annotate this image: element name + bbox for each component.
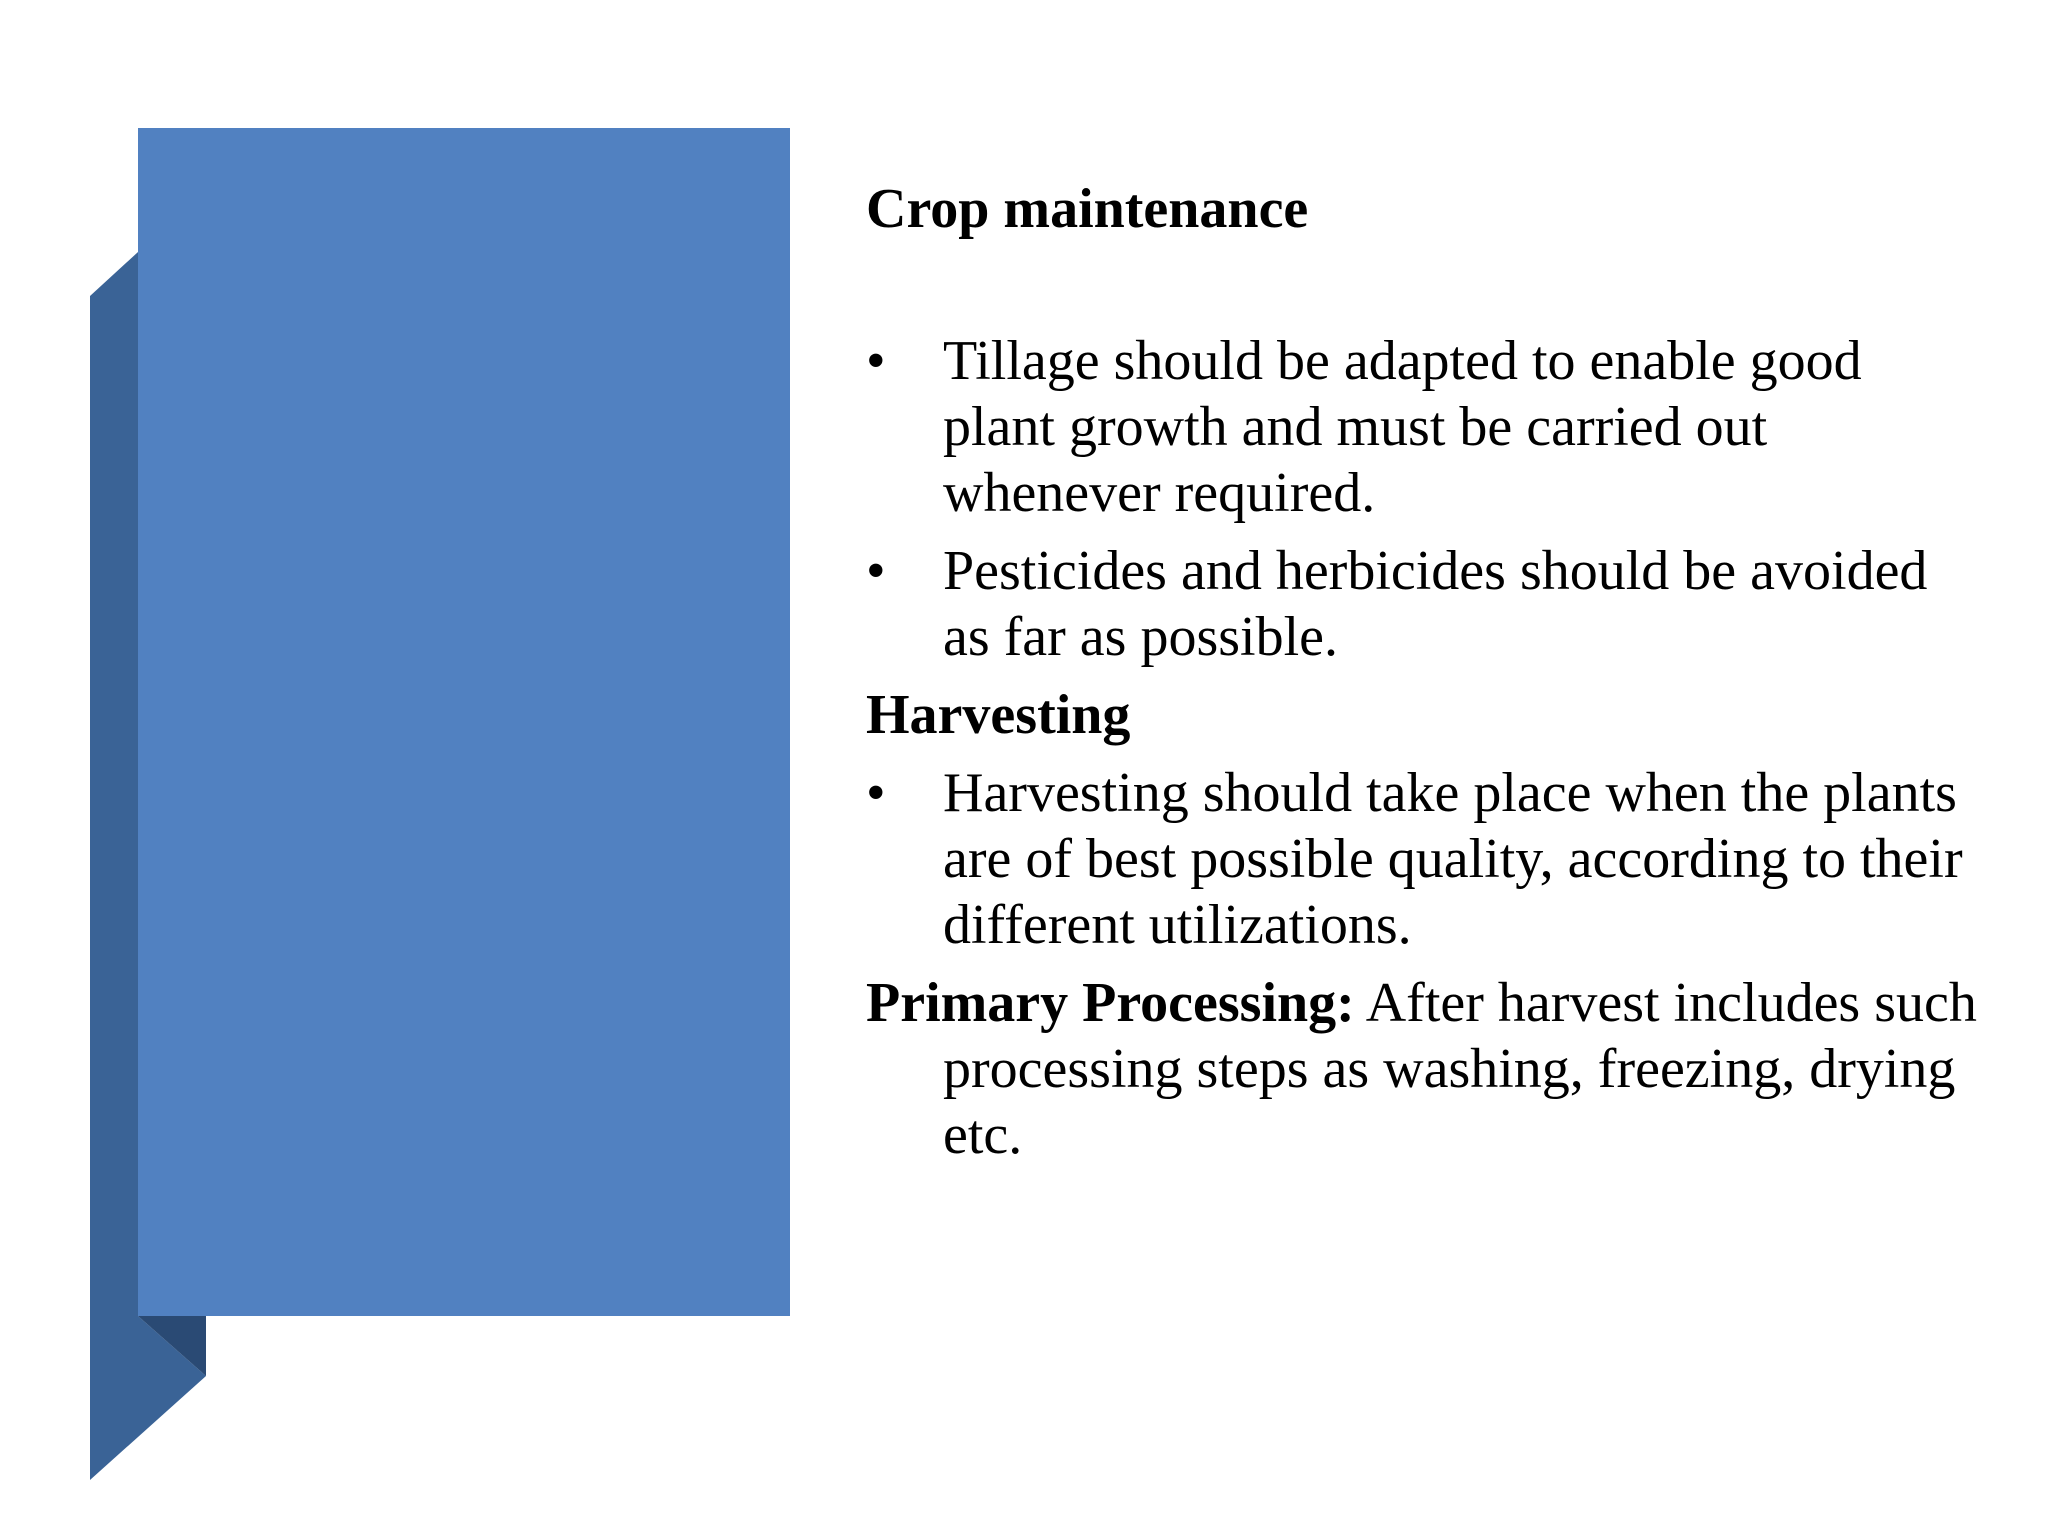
slide-content <box>866 176 1986 1168</box>
ribbon-front-panel <box>138 128 790 1316</box>
harvesting-heading: Harvesting <box>866 684 1131 746</box>
bullet-text: Tillage should be adapted to enable good plant growth and must be carried out whenever required. <box>943 330 1862 524</box>
harvesting-list <box>866 760 1986 958</box>
bullet-icon: • <box>866 762 886 824</box>
list-item <box>866 328 1986 526</box>
list-item <box>866 760 1986 958</box>
bullet-text: Pesticides and herbicides should be avoided as far as possible. <box>943 540 1928 668</box>
crop-maintenance-heading: Crop maintenance <box>866 178 1309 240</box>
crop-maintenance-list <box>866 328 1986 670</box>
bullet-icon: • <box>866 540 886 602</box>
primary-processing-text: After harvest includes such processing steps as washing, freezing, drying etc. <box>943 972 1977 1166</box>
bullet-text: Harvesting should take place when the plants are of best possible quality, according to their different utilizations. <box>943 762 1963 956</box>
primary-processing-label: Primary Processing: <box>866 972 1355 1034</box>
primary-processing-paragraph <box>866 970 1986 1168</box>
list-item <box>866 538 1986 670</box>
bullet-icon: • <box>866 330 886 392</box>
